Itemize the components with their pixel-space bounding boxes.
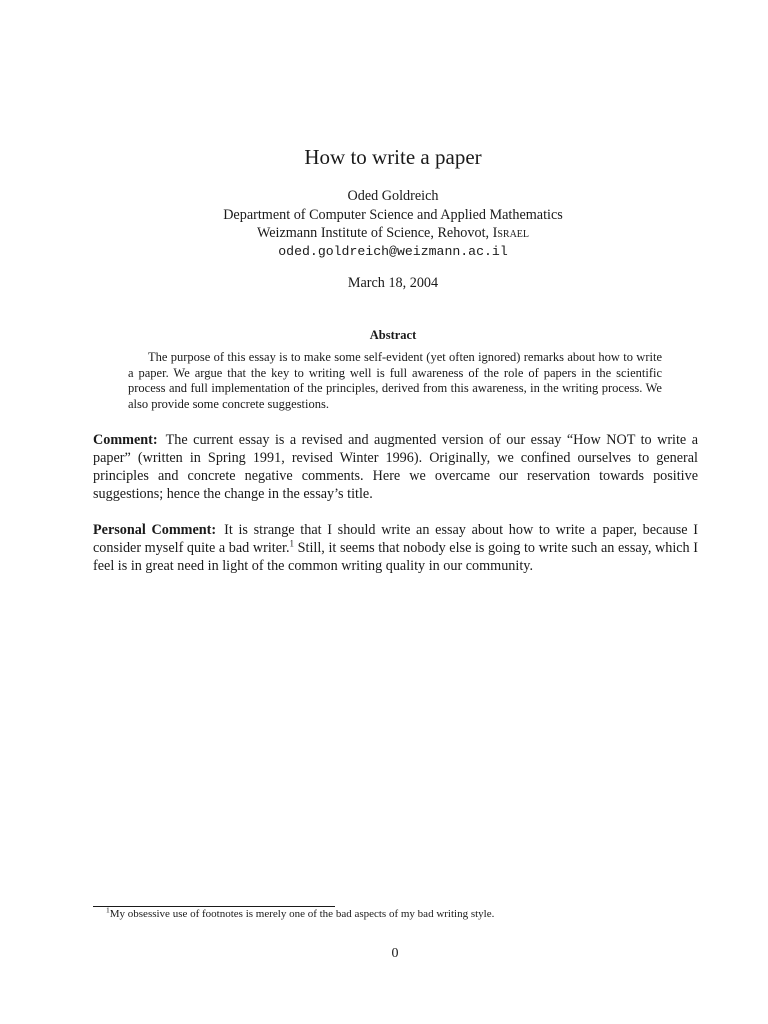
author-email[interactable]: oded.goldreich@weizmann.ac.il [278, 243, 508, 259]
affiliation-institute-name: Weizmann Institute of Science, Rehovot, [256, 225, 493, 241]
page-number: 0 [391, 946, 399, 961]
footnote [93, 907, 698, 922]
personal-comment-label: Personal Comment: [93, 522, 217, 538]
personal-comment-paragraph [93, 522, 698, 576]
affiliation-country: Israel [492, 225, 530, 241]
paper-title: How to write a paper [304, 145, 482, 169]
footnote-reference[interactable]: 1 [289, 538, 295, 549]
affiliation-department: Department of Computer Science and Applied Mathematics [223, 206, 563, 223]
footnote-text: My obsessive use of footnotes is merely one of the bad aspects of my bad writing style. [109, 908, 495, 920]
paper-date: March 18, 2004 [347, 275, 439, 291]
author-name: Oded Goldreich [347, 188, 439, 204]
comment-text: The current essay is a revised and augmented version of our essay “How NOT to write a paper” (written in Spring 1991, revised Winter 1996). Originally, we confined ourselves to general principles and concrete negative comments. Here we overcame our reservation towards positive suggestions; hence the change in the essay’s title. [93, 432, 698, 502]
title-block [0, 143, 768, 292]
personal-comment-text: It is strange that I should write an essay about how to write a paper, because I consider myself quite a bad writer. [93, 522, 698, 556]
abstract-body: The purpose of this essay is to make some self-evident (yet often ignored) remarks about how to write a paper. We argue that the key to writing well is full awareness of the role of papers in the scientific process and full implementation of the principles, derived from this awareness, in the writing process. We also provide some concrete suggestions. [128, 350, 662, 412]
comment-label: Comment: [93, 432, 158, 448]
affiliation-institute [0, 224, 768, 243]
footnote-number: 1 [106, 905, 110, 915]
comment-paragraph [93, 432, 698, 504]
abstract-heading: Abstract [369, 328, 417, 342]
personal-comment-text-continued: Still, it seems that nobody else is going to write such an essay, which I feel is in great need in light of the common writing quality in our community. [93, 539, 698, 574]
